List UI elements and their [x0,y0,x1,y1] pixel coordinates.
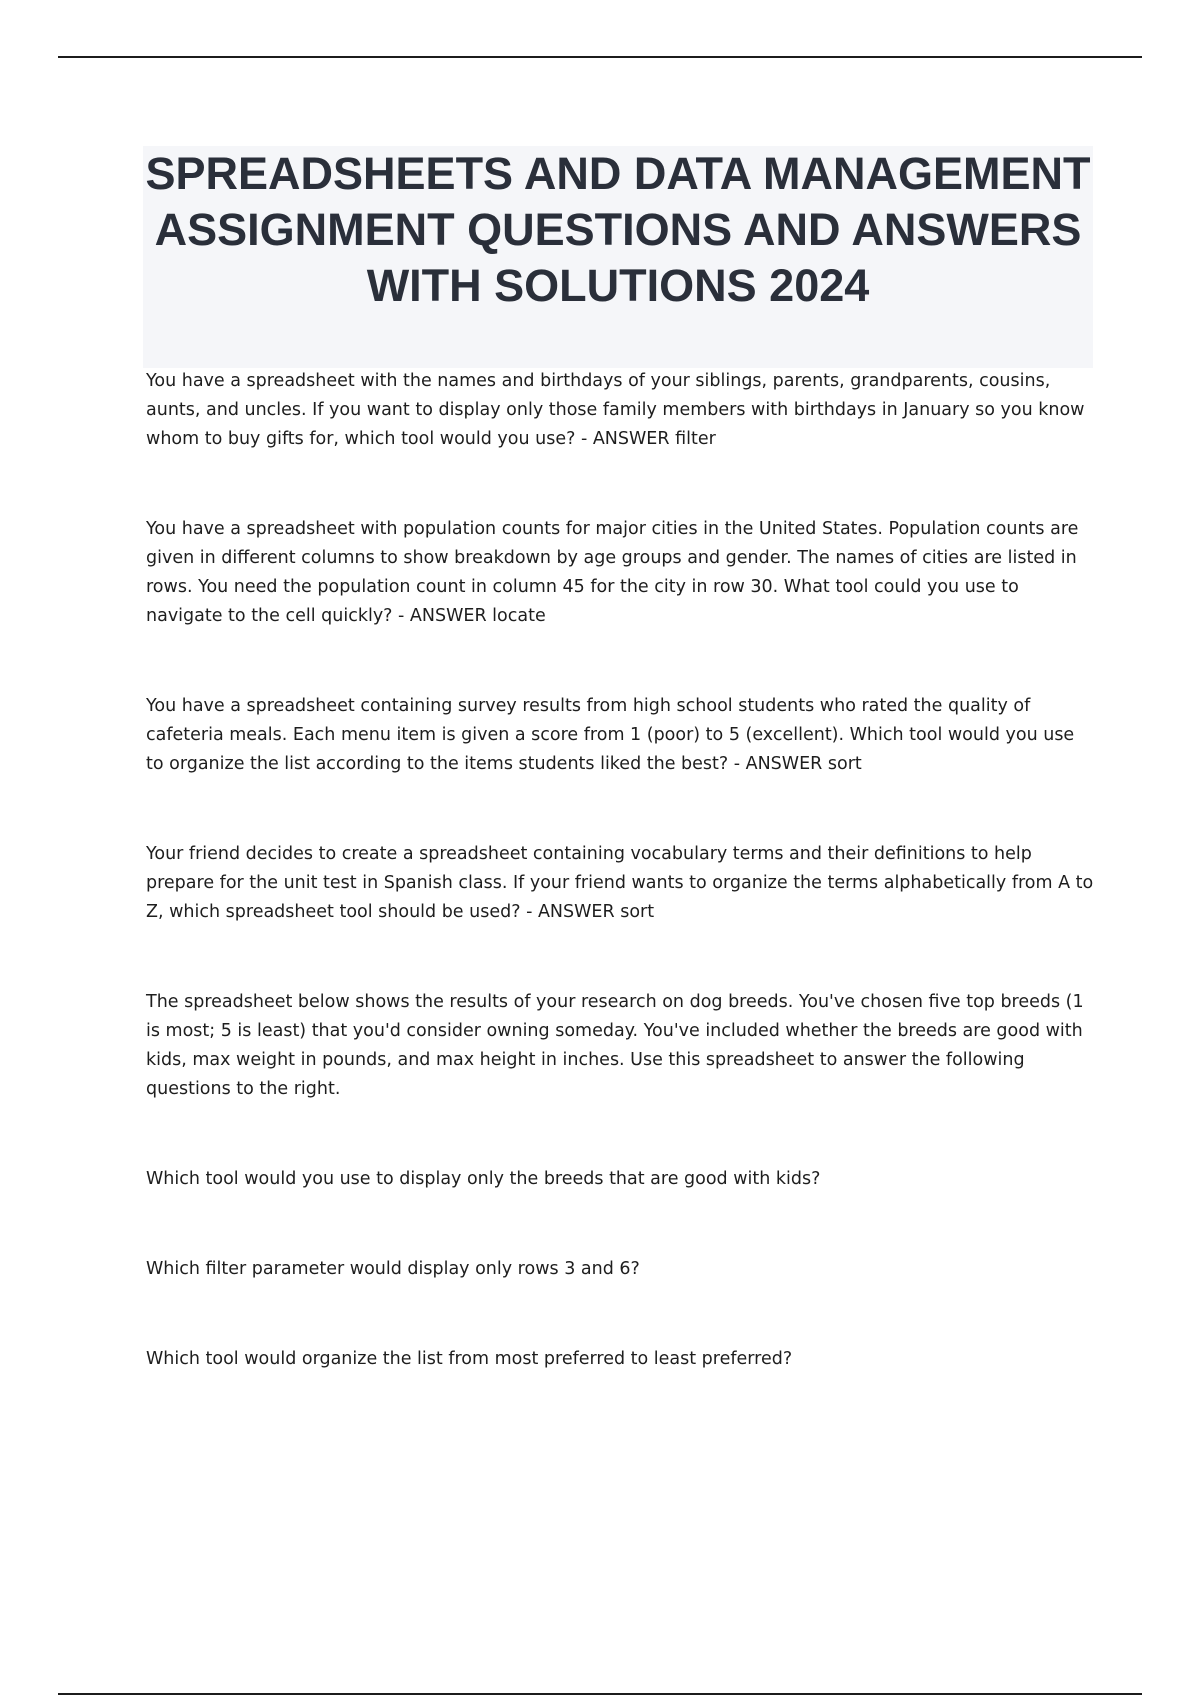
question-paragraph-2: You have a spreadsheet with population counts for major cities in the United States. Population counts are given in different columns to show breakdown by age groups and gender. The names of cities are listed in rows. You need the population count in column 45 for the city in row 30. What tool could you use to navigate to the cell quickly? - ANSWER locate [146,519,1079,626]
document-title: SPREADSHEETS AND DATA MANAGEMENT ASSIGNMENT QUESTIONS AND ANSWERS WITH SOLUTIONS 2024 [145,148,1091,311]
question-paragraph-1: You have a spreadsheet with the names and birthdays of your siblings, parents, grandparents, cousins, aunts, and uncles. If you want to display only those family members with birthdays in January so you know whom to buy gifts for, which tool would you use? - ANSWER filter [146,371,1085,449]
bottom-divider [58,1693,1142,1695]
question-paragraph-8: Which tool would organize the list from most preferred to least preferred? [146,1349,793,1369]
document-body [146,367,1096,1374]
question-paragraph-5: The spreadsheet below shows the results of your research on dog breeds. You've chosen five top breeds (1 is most; 5 is least) that you'd consider owning someday. You've included whether the breeds are good with kids, max weight in pounds, and max height in inches. Use this spreadsheet to answer the following questions to the right. [146,992,1084,1099]
top-divider [58,56,1142,58]
question-paragraph-3: You have a spreadsheet containing survey results from high school students who rated the quality of cafeteria meals. Each menu item is given a score from 1 (poor) to 5 (excellent). Which tool would you use to organize the list according to the items students liked the best? - ANSWER sort [146,696,1075,774]
question-paragraph-6: Which tool would you use to display only the breeds that are good with kids? [146,1169,821,1189]
question-paragraph-7: Which filter parameter would display only rows 3 and 6? [146,1259,640,1279]
question-paragraph-4: Your friend decides to create a spreadsheet containing vocabulary terms and their definitions to help prepare for the unit test in Spanish class. If your friend wants to organize the terms alphabetically from A to Z, which spreadsheet tool should be used? - ANSWER sort [146,844,1094,922]
